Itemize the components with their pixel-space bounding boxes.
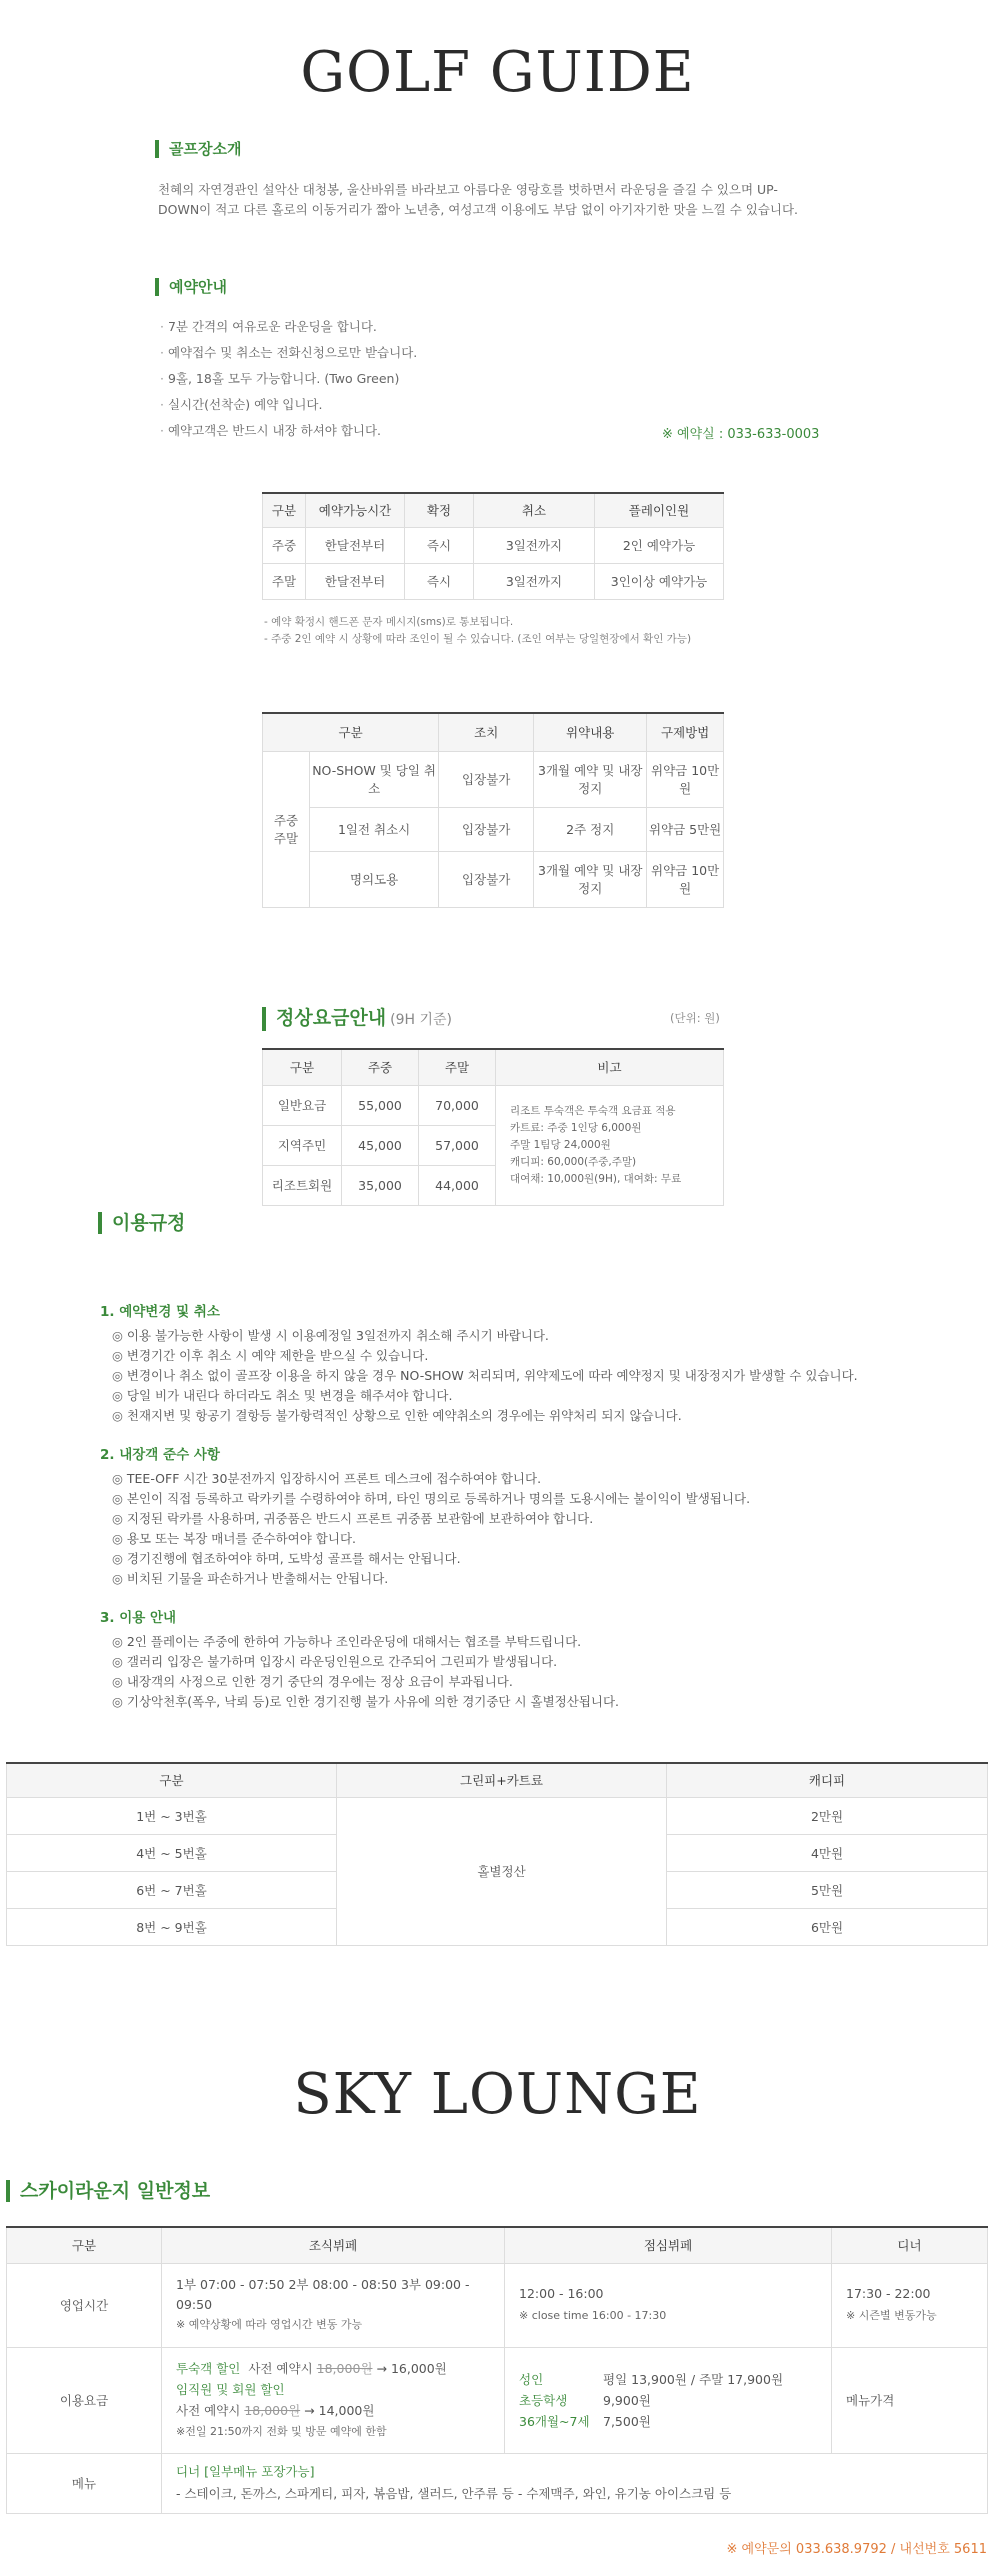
list-item: ◎ 천재지변 및 항공기 결항등 불가항력적인 상황으로 인한 예약취소의 경우에는 위약처리 되지 않습니다. <box>112 1406 972 1426</box>
table-cell: 6번 ~ 7번홀 <box>7 1871 337 1908</box>
table-header: 조식뷔페 <box>162 2227 505 2263</box>
list-item: ◎ 비치된 기물을 파손하거나 반출해서는 안됩니다. <box>112 1569 972 1589</box>
table-cell: 한달전부터 <box>306 527 405 563</box>
table-row <box>263 851 724 907</box>
list-item: · 9홀, 18홀 모두 가능합니다. (Two Green) <box>160 366 660 392</box>
table-cell: 입장불가 <box>439 807 534 851</box>
reserve-list <box>160 314 660 444</box>
table-cell: 35,000 <box>342 1165 419 1205</box>
table-cell: 2만원 <box>667 1797 988 1834</box>
table-header: 구분 <box>263 493 306 527</box>
rules-heading: 이용규정 <box>98 1212 185 1234</box>
fee-remark-line: 리조트 투숙객은 투숙객 요금표 적용 <box>510 1104 676 1117</box>
sky-table <box>6 2226 988 2514</box>
staff-new-price: 14,000원 <box>318 2403 375 2418</box>
dinner-hours-note: ※ 시즌별 변동가능 <box>846 2309 937 2322</box>
intro-heading: 골프장소개 <box>155 140 241 158</box>
sky-heading: 스카이라운지 일반정보 <box>6 2180 210 2202</box>
list-item: ◎ 갤러리 입장은 불가하며 입장시 라운딩인원으로 간주되어 그린피가 발생됩니다. <box>112 1652 972 1672</box>
hole-merged-cell: 홀별정산 <box>337 1797 667 1945</box>
table-header: 위약내용 <box>534 713 647 751</box>
table-header: 구분 <box>7 2227 162 2263</box>
breakfast-hours-cell <box>162 2263 505 2347</box>
arrow-icon: → <box>376 2361 387 2376</box>
menu-line-1: 디너 [일부메뉴 포장가능] <box>176 2464 315 2479</box>
row-label: 메뉴 <box>7 2453 162 2513</box>
table-row <box>263 527 724 563</box>
list-item: ◎ 기상악천후(폭우, 낙뢰 등)로 인한 경기진행 불가 사유에 의한 경기중단 시 홀별정산됩니다. <box>112 1692 972 1712</box>
table-cell: 4번 ~ 5번홀 <box>7 1834 337 1871</box>
staff-discount-text: 사전 예약시 <box>176 2403 241 2418</box>
table-header: 비고 <box>496 1049 724 1085</box>
fee-remark-line: 주말 1팀당 24,000원 <box>510 1138 611 1151</box>
table-header: 구분 <box>263 713 439 751</box>
list-item: ◎ 내장객의 사정으로 인한 경기 중단의 경우에는 정상 요금이 부과됩니다. <box>112 1672 972 1692</box>
fee-remark <box>496 1085 724 1205</box>
table-header: 취소 <box>474 493 595 527</box>
rule-list-3 <box>112 1632 972 1712</box>
table-cell: 57,000 <box>419 1125 496 1165</box>
table-cell: 일반요금 <box>263 1085 342 1125</box>
table-row <box>263 751 724 807</box>
fee-remark-line: 캐디피: 60,000(주중,주말) <box>510 1155 637 1168</box>
table-cell: 위약금 5만원 <box>647 807 724 851</box>
table-header: 구분 <box>263 1049 342 1085</box>
dinner-hours: 17:30 - 22:00 <box>846 2286 931 2301</box>
lunch-hours: 12:00 - 16:00 <box>519 2286 604 2301</box>
golf-guide-title: GOLF GUIDE <box>300 40 695 105</box>
fee-unit: (단위: 원) <box>670 1011 720 1025</box>
staff-old-price: 18,000원 <box>244 2403 301 2418</box>
breakfast-hours: 1부 07:00 - 07:50 2부 08:00 - 08:50 3부 09:00 - 09:50 <box>176 2277 470 2312</box>
breakfast-fee-note: ※전일 21:50까지 전화 및 방문 예약에 한함 <box>176 2425 387 2438</box>
table-cell: NO-SHOW 및 당일 취소 <box>310 751 439 807</box>
table-cell: 즉시 <box>405 563 474 599</box>
table-header: 조치 <box>439 713 534 751</box>
list-item: ◎ 지정된 락카를 사용하며, 귀중품은 반드시 프론트 귀중품 보관함에 보관하여야 합니다. <box>112 1509 972 1529</box>
table-row <box>7 2453 988 2513</box>
table-header: 예약가능시간 <box>306 493 405 527</box>
fee-heading-sub: (9H 기준) <box>390 1012 452 1028</box>
sky-lounge-title: SKY LOUNGE <box>293 2062 702 2127</box>
list-item: ◎ 이용 불가능한 사항이 발생 시 이용예정일 3일전까지 취소해 주시기 바랍니다. <box>112 1326 972 1346</box>
list-item: ◎ 본인이 직접 등록하고 락카키를 수령하여야 하며, 타인 명의로 등록하거나 명의를 도용시에는 불이익이 발생됩니다. <box>112 1489 972 1509</box>
breakfast-hours-note: ※ 예약상황에 따라 영업시간 변동 가능 <box>176 2318 363 2331</box>
table-header: 그린피+카트료 <box>337 1763 667 1797</box>
list-item: ◎ TEE-OFF 시간 30분전까지 입장하시어 프론트 데스크에 접수하여야 합니다. <box>112 1469 972 1489</box>
menu-line-2: - 스테이크, 돈까스, 스파게티, 피자, 볶음밥, 샐러드, 안주류 등 - 수제맥주, 와인, 유기농 아이스크림 등 <box>176 2486 732 2501</box>
lunch-hours-cell <box>505 2263 832 2347</box>
table-cell: 주중 <box>263 527 306 563</box>
sky-reservation-phone: ※ 예약문의 033.638.9792 / 내선번호 5611 <box>726 2542 987 2557</box>
guest-discount-text: 사전 예약시 <box>248 2361 313 2376</box>
table-header: 구제방법 <box>647 713 724 751</box>
row-label: 이용요금 <box>7 2347 162 2453</box>
table-header: 캐디피 <box>667 1763 988 1797</box>
booking-note-2: - 주중 2인 예약 시 상황에 따라 조인이 될 수 있습니다. (조인 여부는 당일현장에서 확인 가능) <box>264 633 692 645</box>
staff-discount-label: 임직원 및 회원 할인 <box>176 2382 285 2397</box>
breakfast-fee-cell <box>162 2347 505 2453</box>
list-item: ◎ 변경이나 취소 없이 골프장 이용을 하지 않을 경우 NO-SHOW 처리되며, 위약제도에 따라 예약정지 및 내장정지가 발생할 수 있습니다. <box>112 1366 972 1386</box>
table-cell: 리조트회원 <box>263 1165 342 1205</box>
table-cell: 2인 예약가능 <box>595 527 724 563</box>
penalty-table <box>262 712 724 908</box>
table-cell: 3인이상 예약가능 <box>595 563 724 599</box>
booking-note-1: - 예약 확정시 핸드폰 문자 메시지(sms)로 통보됩니다. <box>264 616 514 628</box>
booking-table <box>262 492 724 600</box>
fee-heading-text: 정상요금안내 <box>276 1007 387 1029</box>
table-cell: 지역주민 <box>263 1125 342 1165</box>
table-row <box>263 807 724 851</box>
list-item: ◎ 경기진행에 협조하여야 하며, 도박성 골프를 해서는 안됩니다. <box>112 1549 972 1569</box>
dinner-hours-cell <box>832 2263 988 2347</box>
row-label: 영업시간 <box>7 2263 162 2347</box>
rule-title-1: 1. 예약변경 및 취소 <box>100 1304 220 1320</box>
rule-list-2 <box>112 1469 972 1589</box>
reserve-heading: 예약안내 <box>155 278 227 296</box>
fee-remark-line: 카트료: 주중 1인당 6,000원 <box>510 1121 642 1134</box>
rule-title-3: 3. 이용 안내 <box>100 1610 177 1626</box>
lunch-fee-cell <box>505 2347 832 2453</box>
table-row <box>263 1085 724 1125</box>
guest-old-price: 18,000원 <box>316 2361 373 2376</box>
arrow-icon: → <box>304 2403 315 2418</box>
table-header: 디너 <box>832 2227 988 2263</box>
intro-text: 천혜의 자연경관인 설악산 대청봉, 울산바위를 바라보고 아름다운 영랑호를 벗하면서 라운딩을 즐길 수 있으며 UP-DOWN이 적고 다른 홀로의 이동거리가 짧아 노년층, 여성고객 이용에도 부담 없이 아기자기한 맛을 느낄 수 있습니다. <box>158 182 799 217</box>
table-cell: 3개월 예약 및 내장 정지 <box>534 851 647 907</box>
table-header: 구분 <box>7 1763 337 1797</box>
table-cell: 1일전 취소시 <box>310 807 439 851</box>
list-item: ◎ 2인 플레이는 주중에 한하여 가능하나 조인라운딩에 대해서는 협조를 부탁드립니다. <box>112 1632 972 1652</box>
table-cell: 6만원 <box>667 1908 988 1945</box>
table-cell: 3개월 예약 및 내장 정지 <box>534 751 647 807</box>
menu-cell <box>162 2453 988 2513</box>
lunch-hours-note: ※ close time 16:00 - 17:30 <box>519 2309 667 2322</box>
table-row <box>7 1797 988 1834</box>
dinner-fee: 메뉴가격 <box>832 2347 988 2453</box>
list-item: · 실시간(선착순) 예약 입니다. <box>160 392 660 418</box>
guest-new-price: 16,000원 <box>390 2361 447 2376</box>
table-cell: 입장불가 <box>439 751 534 807</box>
fee-type: 성인 <box>519 2371 544 2387</box>
list-item: ◎ 당일 비가 내린다 하더라도 취소 및 변경을 해주셔야 합니다. <box>112 1386 972 1406</box>
table-cell: 44,000 <box>419 1165 496 1205</box>
table-cell: 45,000 <box>342 1125 419 1165</box>
guest-discount-label: 투숙객 할인 <box>176 2361 241 2376</box>
list-item: · 7분 간격의 여유로운 라운딩을 합니다. <box>160 314 660 340</box>
fee-value: 7,500원 <box>603 2413 651 2429</box>
table-cell: 명의도용 <box>310 851 439 907</box>
table-header: 확정 <box>405 493 474 527</box>
table-header: 플레이인원 <box>595 493 724 527</box>
table-header: 점심뷔페 <box>505 2227 832 2263</box>
penalty-group: 주중 주말 <box>263 751 310 907</box>
list-item: ◎ 변경기간 이후 취소 시 예약 제한을 받으실 수 있습니다. <box>112 1346 972 1366</box>
fee-value: 9,900원 <box>603 2392 651 2408</box>
table-cell: 4만원 <box>667 1834 988 1871</box>
fee-heading <box>262 1007 452 1031</box>
table-cell: 위약금 10만원 <box>647 751 724 807</box>
table-cell: 주말 <box>263 563 306 599</box>
table-cell: 5만원 <box>667 1871 988 1908</box>
table-cell: 55,000 <box>342 1085 419 1125</box>
fee-value: 평일 13,900원 / 주말 17,900원 <box>603 2371 784 2387</box>
table-cell: 위약금 10만원 <box>647 851 724 907</box>
table-row <box>263 563 724 599</box>
table-cell: 입장불가 <box>439 851 534 907</box>
table-row <box>7 2263 988 2347</box>
table-cell: 1번 ~ 3번홀 <box>7 1797 337 1834</box>
list-item: · 예약고객은 반드시 내장 하셔야 합니다. <box>160 418 660 444</box>
fee-remark-line: 대여채: 10,000원(9H), 대여화: 무료 <box>510 1172 682 1185</box>
table-cell: 3일전까지 <box>474 563 595 599</box>
table-cell: 70,000 <box>419 1085 496 1125</box>
table-cell: 8번 ~ 9번홀 <box>7 1908 337 1945</box>
fee-type: 초등학생 <box>519 2392 568 2408</box>
table-cell: 2주 정지 <box>534 807 647 851</box>
table-cell: 즉시 <box>405 527 474 563</box>
table-row <box>7 2347 988 2453</box>
table-cell: 3일전까지 <box>474 527 595 563</box>
fee-type: 36개월~7세 <box>519 2413 590 2429</box>
rule-list-1 <box>112 1326 972 1426</box>
hole-table <box>6 1762 988 1946</box>
rule-title-2: 2. 내장객 준수 사항 <box>100 1447 220 1463</box>
fee-table <box>262 1048 724 1206</box>
table-header: 주중 <box>342 1049 419 1085</box>
table-cell: 한달전부터 <box>306 563 405 599</box>
reserve-phone: ※ 예약실 : 033-633-0003 <box>662 427 820 442</box>
list-item: ◎ 용모 또는 복장 매너를 준수하여야 합니다. <box>112 1529 972 1549</box>
table-header: 주말 <box>419 1049 496 1085</box>
list-item: · 예약접수 및 취소는 전화신청으로만 받습니다. <box>160 340 660 366</box>
